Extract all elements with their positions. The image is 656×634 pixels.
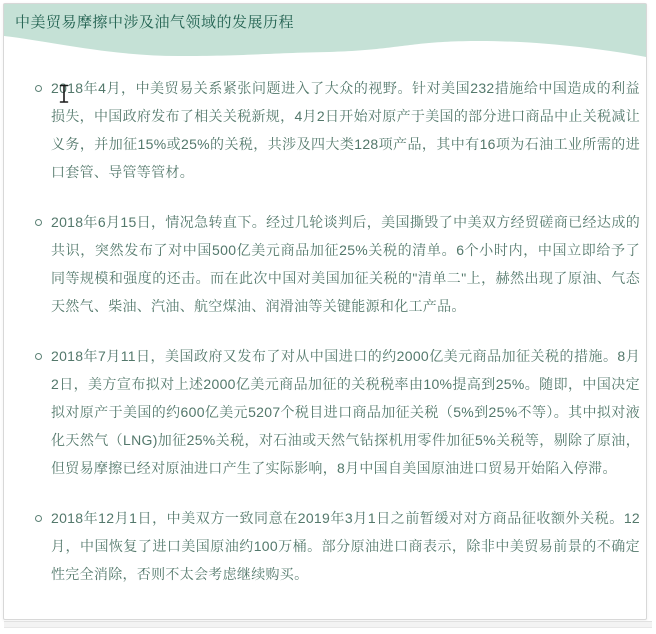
bullet-icon: [34, 504, 51, 588]
list-item-text: 2018年12月1日，中美双方一致同意在2019年3月1日之前暂缓对对方商品征收额外关税。12月，中国恢复了进口美国原油约100万桶。部分原油进口商表示，除非中美贸易前景的不确定性完全消除，否则不太会考虑继续购买。: [51, 510, 640, 582]
text-ibeam-cursor-icon: [57, 84, 71, 104]
bullet-icon: [34, 342, 51, 482]
bullet-icon: [34, 208, 51, 320]
list-item: [34, 208, 640, 320]
list-item-text: 2018年7月11日，美国政府又发布了对从中国进口的约2000亿美元商品加征关税的措施。8月2日，美方宣布拟对上述2000亿美元商品加征的关税税率由10%提高到25%。随即，中国决定拟对原产于美国的约600亿美元5207个税目进口商品加征关税（5%到25%不等）。其中拟对液化天然气（LNG)加征25%关税，对石油或天然气钻探机用零件加征5%关税等，剔除了原油，但贸易摩擦已经对原油进口产生了实际影响，8月中国自美国原油进口贸易开始陷入停滞。: [51, 348, 640, 476]
bullet-icon: [34, 74, 51, 186]
list-item-text: 2018年4月，中美贸易关系紧张问题进入了大众的视野。针对美国232措施给中国造成的利益损失，中国政府发布了相关关税新规，4月2日开始对原产于美国的部分进口商品中止关税减让义务，并加征15%或25%的关税，共涉及四大类128项产品，其中有16项为石油工业所需的进口套管、导管等管材。: [51, 80, 640, 180]
list-item: [34, 74, 640, 186]
list-item: [34, 342, 640, 482]
list-item-text: 2018年6月15日，情况急转直下。经过几轮谈判后，美国撕毁了中美双方经贸磋商已经达成的共识，突然发布了对中国500亿美元商品加征25%关税的清单。6个小时内，中国立即给予了同等规模和强度的还击。而在此次中国对美国加征关税的"清单二"上，赫然出现了原油、气态天然气、柴油、汽油、航空煤油、润滑油等关键能源和化工产品。: [51, 214, 640, 314]
timeline-list: [4, 74, 646, 610]
card-header: [4, 4, 646, 60]
list-item: [34, 504, 640, 588]
content-card: [3, 3, 647, 620]
page-title: 中美贸易摩擦中涉及油气领域的发展历程: [15, 14, 295, 31]
